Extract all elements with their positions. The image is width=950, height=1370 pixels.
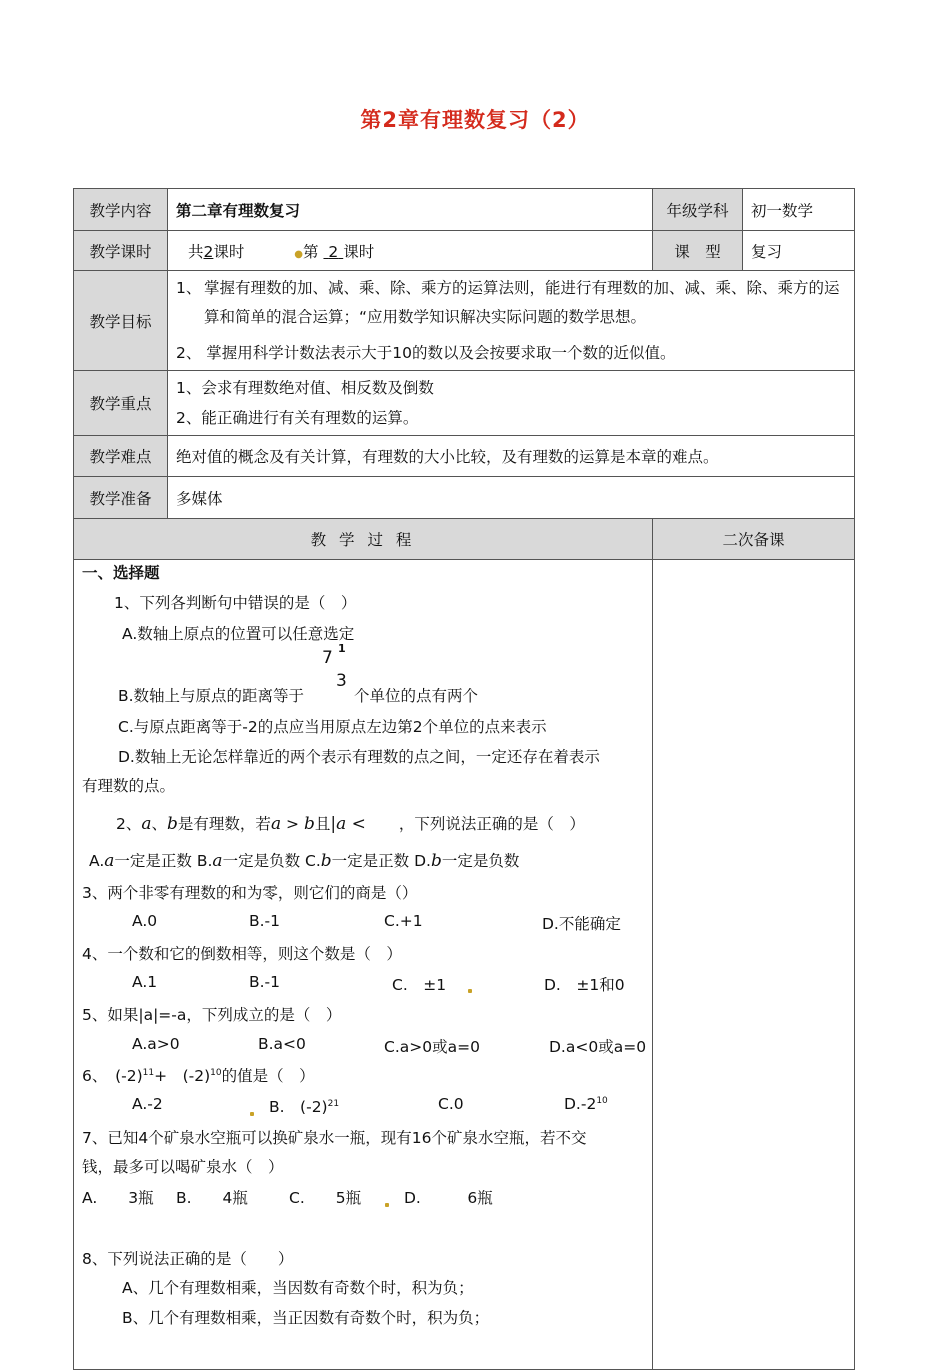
prep-label: 教学准备 xyxy=(74,477,168,519)
q5-stem: 5、如果|a|=-a，下列成立的是（ ） xyxy=(82,1006,342,1024)
row-prep xyxy=(74,477,855,519)
type-label: 课 型 xyxy=(653,231,743,271)
row-content xyxy=(74,189,855,231)
q1-option-c: C.与原点距离等于-2的点应当用原点左边第2个单位的点来表示 xyxy=(118,718,547,736)
q3-option-b: B.-1 xyxy=(249,912,281,930)
q2-stem: 2、a、b是有理数，若a > b且|a < ，下列说法正确的是（ ） xyxy=(116,814,585,834)
q7-stem-line1: 7、已知4个矿泉水空瓶可以换矿泉水一瓶，现有16个矿泉水空瓶，若不交 xyxy=(82,1129,587,1147)
goal1-num: 1、 xyxy=(176,279,202,297)
q3-option-a: A.0 xyxy=(132,912,158,930)
process-content xyxy=(74,560,653,1370)
q1-option-b-pre: B.数轴上与原点的距离等于 xyxy=(118,687,305,705)
q7-option-b: B. 4瓶 xyxy=(176,1189,248,1207)
hours-value xyxy=(168,231,653,271)
content-value: 第二章有理数复习 xyxy=(168,189,653,231)
q4-stem: 4、一个数和它的倒数相等，则这个数是（ ） xyxy=(82,945,402,963)
q8-option-b: B、几个有理数相乘，当正因数有奇数个时，积为负； xyxy=(122,1309,490,1327)
page-title: 第2章有理数复习（2） xyxy=(360,108,590,132)
q1-option-d-line1: D.数轴上无论怎样靠近的两个表示有理数的点之间，一定还存在着表示 xyxy=(118,748,600,766)
backup-column xyxy=(653,560,855,1370)
q1-option-b-post: 个单位的点有两个 xyxy=(354,687,479,705)
hours-current-num: 2 xyxy=(328,242,339,261)
grade-label: 年级学科 xyxy=(653,189,743,231)
row-process-header xyxy=(74,519,855,560)
dot-marker xyxy=(468,989,472,993)
q4-option-b: B.-1 xyxy=(249,973,281,991)
hours-current-suffix: 课时 xyxy=(343,242,375,261)
hours-total-prefix: 共 xyxy=(188,242,204,261)
q5-option-a: A.a>0 xyxy=(132,1035,180,1053)
key-value xyxy=(168,371,855,436)
hours-current-prefix: 第 xyxy=(303,242,319,261)
q3-stem: 3、两个非零有理数的和为零，则它们的商是（） xyxy=(82,884,418,902)
grade-value: 初一数学 xyxy=(743,189,855,231)
q1-stem: 1、下列各判断句中错误的是（ ） xyxy=(114,594,357,612)
q5-option-d: D.a<0或a=0 xyxy=(549,1038,647,1056)
q6-option-d: $D.-2^{10}$ xyxy=(564,1095,608,1113)
q6-stem: 6、 $(-2)^{11}+$ $(-2)^{10}$的值是（ ） xyxy=(82,1067,315,1085)
backup-label: 二次备课 xyxy=(653,519,855,560)
hours-total-suffix: 课时 xyxy=(213,242,245,261)
row-goals xyxy=(74,271,855,371)
q5-option-b: B.a<0 xyxy=(258,1035,306,1053)
q4-option-a: A.1 xyxy=(132,973,158,991)
goal1-text: 掌握有理数的加、减、乘、除、乘方的运算法则，能进行有理数的加、减、乘、除、乘方的运算和简单的混合运算；“应用数学知识解决实际问题的数学思想。 xyxy=(204,279,840,326)
key-point-1: 1、会求有理数绝对值、相反数及倒数 xyxy=(176,379,434,397)
type-value: 复习 xyxy=(743,231,855,271)
dot-marker: ● xyxy=(294,248,304,260)
key-point-2: 2、能正确进行有关有理数的运算。 xyxy=(176,409,419,427)
q5-option-c: C.a>0或a=0 xyxy=(384,1038,480,1056)
content-label: 教学内容 xyxy=(74,189,168,231)
q4-option-c: C. ±1 xyxy=(392,976,447,994)
q8-option-a: A、几个有理数相乘，当因数有奇数个时，积为负； xyxy=(122,1279,474,1297)
dot-marker xyxy=(250,1112,254,1116)
process-label: 教 学 过 程 xyxy=(74,519,653,560)
q1-fraction-numerator: 1 xyxy=(338,642,346,655)
q7-option-c: C. 5瓶 xyxy=(289,1189,362,1207)
q1-option-d-line2: 有理数的点。 xyxy=(82,777,176,795)
q6-option-a: A.-2 xyxy=(132,1095,163,1113)
row-process-body xyxy=(74,560,855,1370)
q1-fraction-whole: 7 xyxy=(322,648,333,668)
dot-marker xyxy=(385,1203,389,1207)
hours-total-num: 2 xyxy=(203,242,214,261)
row-key xyxy=(74,371,855,436)
q6-option-c: C.0 xyxy=(438,1095,464,1113)
q6-option-b: B. $(-2)^{21}$ xyxy=(269,1098,340,1116)
difficult-label: 教学难点 xyxy=(74,436,168,477)
q4-option-d: D. ±1和0 xyxy=(544,976,625,994)
goal2-text: 2、 掌握用科学计数法表示大于10的数以及会按要求取一个数的近似值。 xyxy=(176,344,676,362)
row-difficult xyxy=(74,436,855,477)
q2-options: A.a一定是正数 B.a一定是负数 C.b一定是正数 D.b一定是负数 xyxy=(89,851,520,871)
difficult-value: 绝对值的概念及有关计算，有理数的大小比较，及有理数的运算是本章的难点。 xyxy=(168,436,855,477)
q1-fraction-denominator: 3 xyxy=(336,671,347,691)
row-hours xyxy=(74,231,855,271)
q7-option-a: A. 3瓶 xyxy=(82,1189,154,1207)
lesson-plan-table xyxy=(73,188,855,1370)
q3-option-d: D.不能确定 xyxy=(542,915,621,933)
goals-label: 教学目标 xyxy=(74,271,168,371)
q8-stem: 8、下列说法正确的是（ ） xyxy=(82,1250,294,1268)
section-heading: 一、选择题 xyxy=(82,564,160,582)
q7-stem-line2: 钱，最多可以喝矿泉水（ ） xyxy=(82,1158,284,1176)
q3-option-c: C.+1 xyxy=(384,912,423,930)
key-label: 教学重点 xyxy=(74,371,168,436)
hours-label: 教学课时 xyxy=(74,231,168,271)
prep-value: 多媒体 xyxy=(168,477,855,519)
q7-option-d: D. 6瓶 xyxy=(404,1189,493,1207)
q1-option-a: A.数轴上原点的位置可以任意选定 xyxy=(122,625,355,643)
goals-value xyxy=(168,271,855,371)
